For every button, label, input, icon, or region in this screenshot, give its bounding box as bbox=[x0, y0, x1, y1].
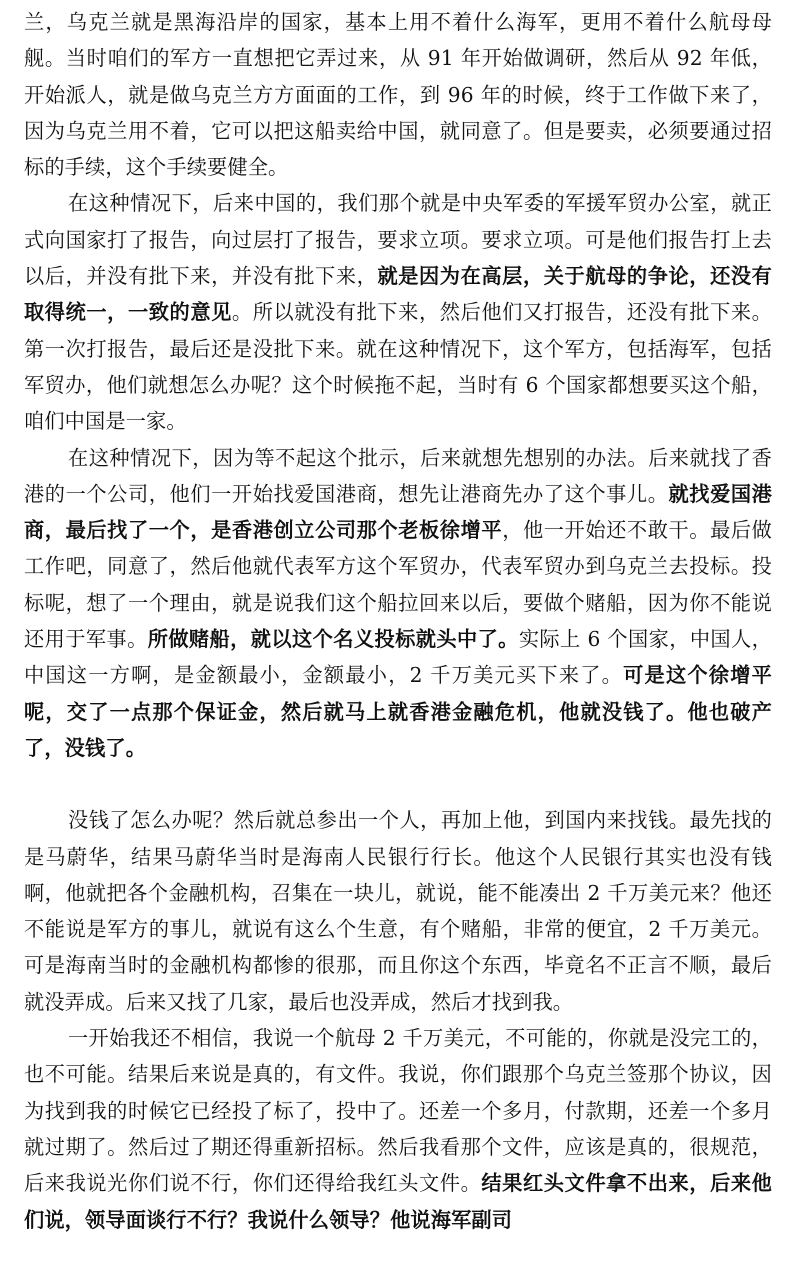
paragraph-text: 在这种情况下，后来中国的，我们那个就是中央军委的军援军贸办公室，就正式向国家打了报告，向过层打了报告，要求立项。要求立项。可是他们报告打上去以后，并没有批下来，并没有批下来， bbox=[24, 191, 772, 289]
paragraph-text: 实际上 6 个国家，中国人，中国这一方啊，是金额最小，金额最小，2 千万美元买下来了。 bbox=[24, 627, 773, 688]
paragraph-text: 没钱了怎么办呢？然后就总参出一个人，再加上他，到国内来找钱。最先找的是马蔚华，结果马蔚华当时是海南人民银行行长。他这个人民银行其实也没有钱啊，他就把各个金融机构，召集在一块儿，就说，能不能凑出 2 千万美元来？他还不能说是军方的事儿，就说有这么个生意，有个赌船，非常的便宜，2 千万美元。可是海南当时的金融机构都惨的很那，而且你这个东西，毕竟名不正言不顺，最后就没弄成。后来又找了几家，最后也没弄成，然后才找到我。 bbox=[24, 808, 772, 1014]
paragraph-text: ，他一开始还不敢干。最后做工作吧，同意了，然后他就代表军方这个军贸办，代表军贸办到乌克兰去投标。投标呢，想了一个理由，就是说我们这个船拉回来以后，要做个赌船，因为你不能说还用于军事。 bbox=[24, 518, 773, 652]
bold-emphasis-text: 结果红头文件拿不出来，后来他们说，领导面谈行不行？我说什么领导？他说海军副司 bbox=[24, 1171, 772, 1232]
bold-emphasis-text: 可是这个徐增平呢，交了一点那个保证金，然后就马上就香港金融危机，他就没钱了。他也破产了，没钱了。 bbox=[24, 663, 772, 760]
paragraph-text: 一开始我还不相信，我说一个航母 2 千万美元，不可能的，你就是没完工的，也不可能。结果后来说是真的，有文件。我说，你们跟那个乌克兰签那个协议，因为找到我的时候它已经投了标了，投中了。还差一个多月，付款期，还差一个多月就过期了。然后过了期还得重新招标。然后我看那个文件，应该是真的，很规范，后来我说光你们说不行，你们还得给我红头文件。 bbox=[24, 1026, 772, 1196]
paragraph-gap bbox=[24, 766, 772, 802]
bold-emphasis-text: 就找爱国港商，最后找了一个，是香港创立公司那个老板徐增平 bbox=[24, 481, 772, 543]
paragraph-1 bbox=[24, 4, 772, 185]
paragraph-text: 兰，乌克兰就是黑海沿岸的国家，基本上用不着什么海军，更用不着什么航母母舰。当时咱们的军方一直想把它弄过来，从 91 年开始做调研，然后从 92 年低，开始派人，就是做乌克兰方方面面的工作，到 96 年的时候，终于工作做下来了，因为乌克兰用不着，它可以把这船卖给中国，就同意了。但是要卖，必须要通过招标的手续，这个手续要健全。 bbox=[24, 10, 772, 180]
bold-emphasis-text: 就是因为在高层，关于航母的争论，还没有取得统一，一致的意见 bbox=[24, 264, 772, 325]
paragraph-2 bbox=[24, 185, 772, 439]
paragraph-text: 。所以就没有批下来，然后他们又打报告，还没有批下来。第一次打报告，最后还是没批下来。就在这种情况下，这个军方，包括海军，包括军贸办，他们就想怎么办呢？这个时候拖不起，当时有 6 个国家都想要买这个船，咱们中国是一家。 bbox=[24, 300, 772, 434]
paragraph-4 bbox=[24, 802, 772, 1020]
paragraph-5 bbox=[24, 1020, 772, 1238]
bold-emphasis-text: 所做赌船，就以这个名义投标就头中了。 bbox=[147, 627, 519, 652]
paragraph-text: 在这种情况下，因为等不起这个批示，后来就想先想别的办法。后来就找了香港的一个公司，他们一开始找爱国港商，想先让港商先办了这个事儿。 bbox=[24, 445, 772, 506]
paragraph-3 bbox=[24, 440, 772, 767]
